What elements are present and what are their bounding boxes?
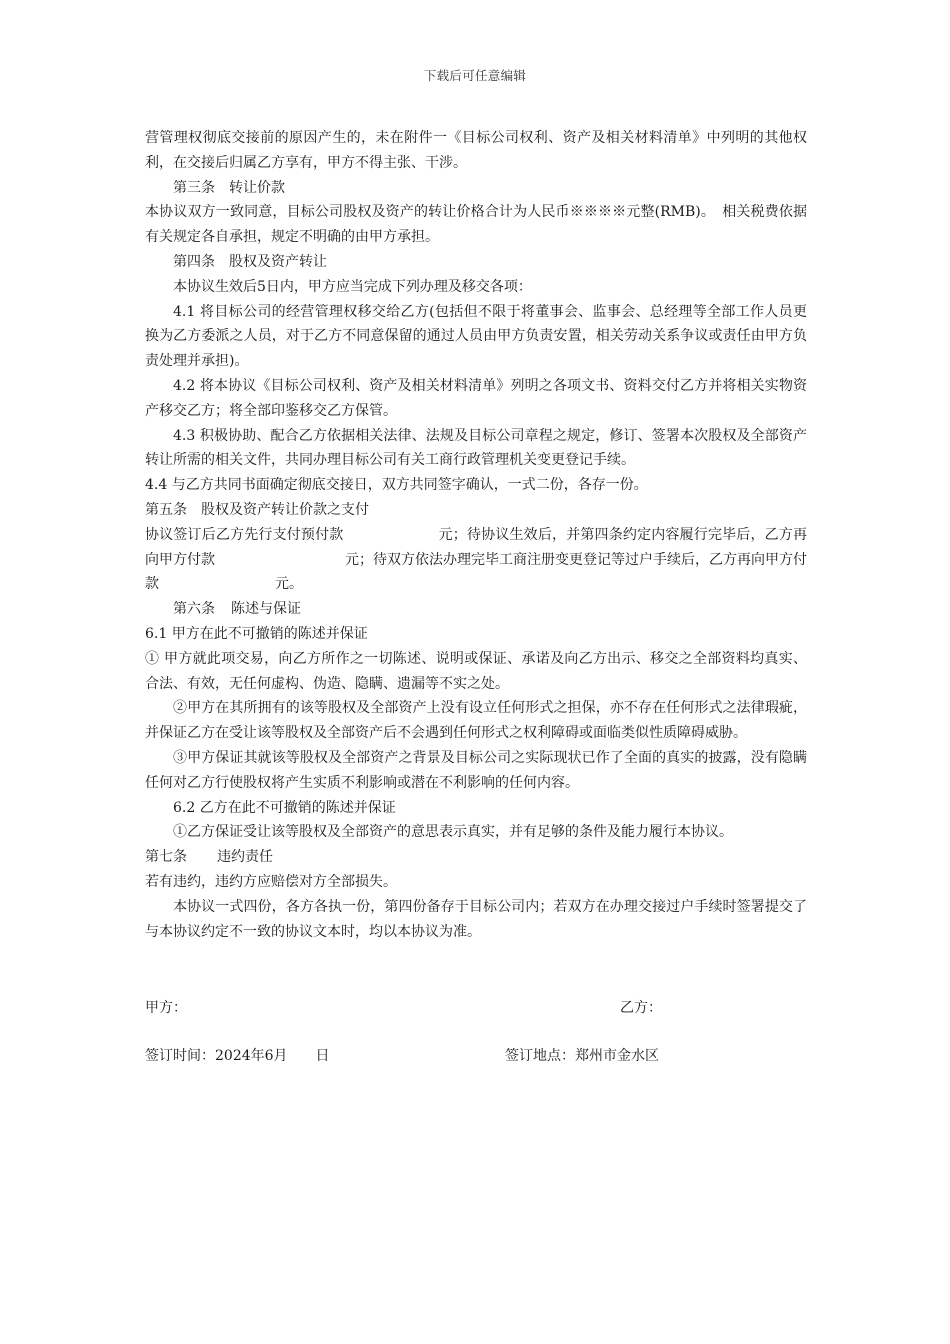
payment-part-1: 协议签订后乙方先行支付预付款 <box>145 526 344 543</box>
clause-4-2: 4.2 将本协议《目标公司权利、资产及相关材料清单》列明之各项文书、资料交付乙方并将相关实物资产移交乙方；将全部印鉴移交乙方保管。 <box>145 377 807 419</box>
clause-6-1-item-1: ① 甲方就此项交易，向乙方所作之一切陈述、说明或保证、承诺及向乙方出示、移交之全部资料均真实、合法、有效，无任何虚构、伪造、隐瞒、遗漏等不实之处。 <box>145 650 807 692</box>
article-6-heading <box>145 597 807 622</box>
payment-part-4: 元。 <box>275 576 303 593</box>
payment-part-2: 元；待协议生效后，并第四条约定内容履行完毕后，乙方再向甲方付款 <box>145 526 808 568</box>
clause-4-4: 4.4 与乙方共同书面确定彻底交接日，双方共同签字确认，一式二份，各存一份。 <box>145 477 648 494</box>
article-7-title: 违约责任 <box>217 849 273 866</box>
clause-6-2-item-1: ①乙方保证受让该等股权及全部资产的意思表示真实，并有足够的条件及能力履行本协议。 <box>173 824 733 841</box>
article-6-label: 第六条 <box>173 601 215 618</box>
article-7-label: 第七条 <box>145 849 187 866</box>
article-3-price-paragraph: 本协议双方一致同意，目标公司股权及资产的转让价格合计为人民币※※※※元整(RMB)。 相关税费依据有关规定各自承担，规定不明确的由甲方承担。 <box>145 204 807 246</box>
article-4-intro: 本协议生效后5日内，甲方应当完成下列办理及移交各项： <box>173 278 532 295</box>
article-5-payment-paragraph <box>145 523 807 597</box>
signing-date: 签订时间：2024年6月 日 <box>145 1048 330 1064</box>
article-4-heading: 第四条 股权及资产转让 <box>173 253 327 270</box>
article-3-heading: 第三条 转让价款 <box>173 179 285 196</box>
clause-4-1: 4.1 将目标公司的经营管理权移交给乙方(包括但不限于将董事会、监事会、总经理等全部工作人员更换为乙方委派之人员，对于乙方不同意保留的通过人员由甲方负责安置，相关劳动关系争议或责任由甲方负责处理并承担)。 <box>145 303 807 370</box>
page-header: 下载后可任意编辑 <box>423 68 527 83</box>
clause-6-1-item-3: ③甲方保证其就该等股权及全部资产之背景及目标公司之实际现状已作了全面的真实的披露，没有隐瞒任何对乙方行使股权将产生实质不利影响或潜在不利影响的任何内容。 <box>145 749 807 791</box>
article-5-heading: 第五条 股权及资产转让价款之支付 <box>145 501 369 518</box>
clause-4-3: 4.3 积极协助、配合乙方依据相关法律、法规及目标公司章程之规定，修订、签署本次股权及全部资产转让所需的相关文件，共同办理目标公司有关工商行政管理机关变更登记手续。 <box>145 427 807 469</box>
party-a-signature: 甲方： <box>145 1000 187 1016</box>
clause-6-1-item-2: ②甲方在其所拥有的该等股权及全部资产上没有设立任何形式之担保，亦不存在任何形式之法律瑕疵，并保证乙方在受让该等股权及全部资产后不会遇到任何形式之权利障碍或面临类似性质障碍威胁。 <box>145 700 807 742</box>
clause-6-2-heading: 6.2 乙方在此不可撤销的陈述并保证 <box>173 799 396 816</box>
signing-place: 签订地点：郑州市金水区 <box>505 1048 659 1064</box>
article-7-body: 若有违约，违约方应赔偿对方全部损失。 <box>145 873 397 890</box>
payment-part-3: 元；待双方依法办理完毕工商注册变更登记等过户手续后，乙方再向甲方付款 <box>145 551 807 593</box>
clause-6-1-heading: 6.1 甲方在此不可撤销的陈述并保证 <box>145 625 368 642</box>
article-7-heading <box>145 845 807 870</box>
closing-paragraph: 本协议一式四份，各方各执一份，第四份备存于目标公司内；若双方在办理交接过户手续时签署提交了与本协议约定不一致的协议文本时，均以本协议为准。 <box>145 898 807 940</box>
paragraph-continuation: 营管理权彻底交接前的原因产生的，未在附件一《目标公司权利、资产及相关材料清单》中列明的其他权利，在交接后归属乙方享有，甲方不得主张、干涉。 <box>145 130 807 171</box>
article-6-title: 陈述与保证 <box>231 601 301 618</box>
party-b-signature: 乙方： <box>620 1000 662 1016</box>
contract-body <box>145 126 807 944</box>
